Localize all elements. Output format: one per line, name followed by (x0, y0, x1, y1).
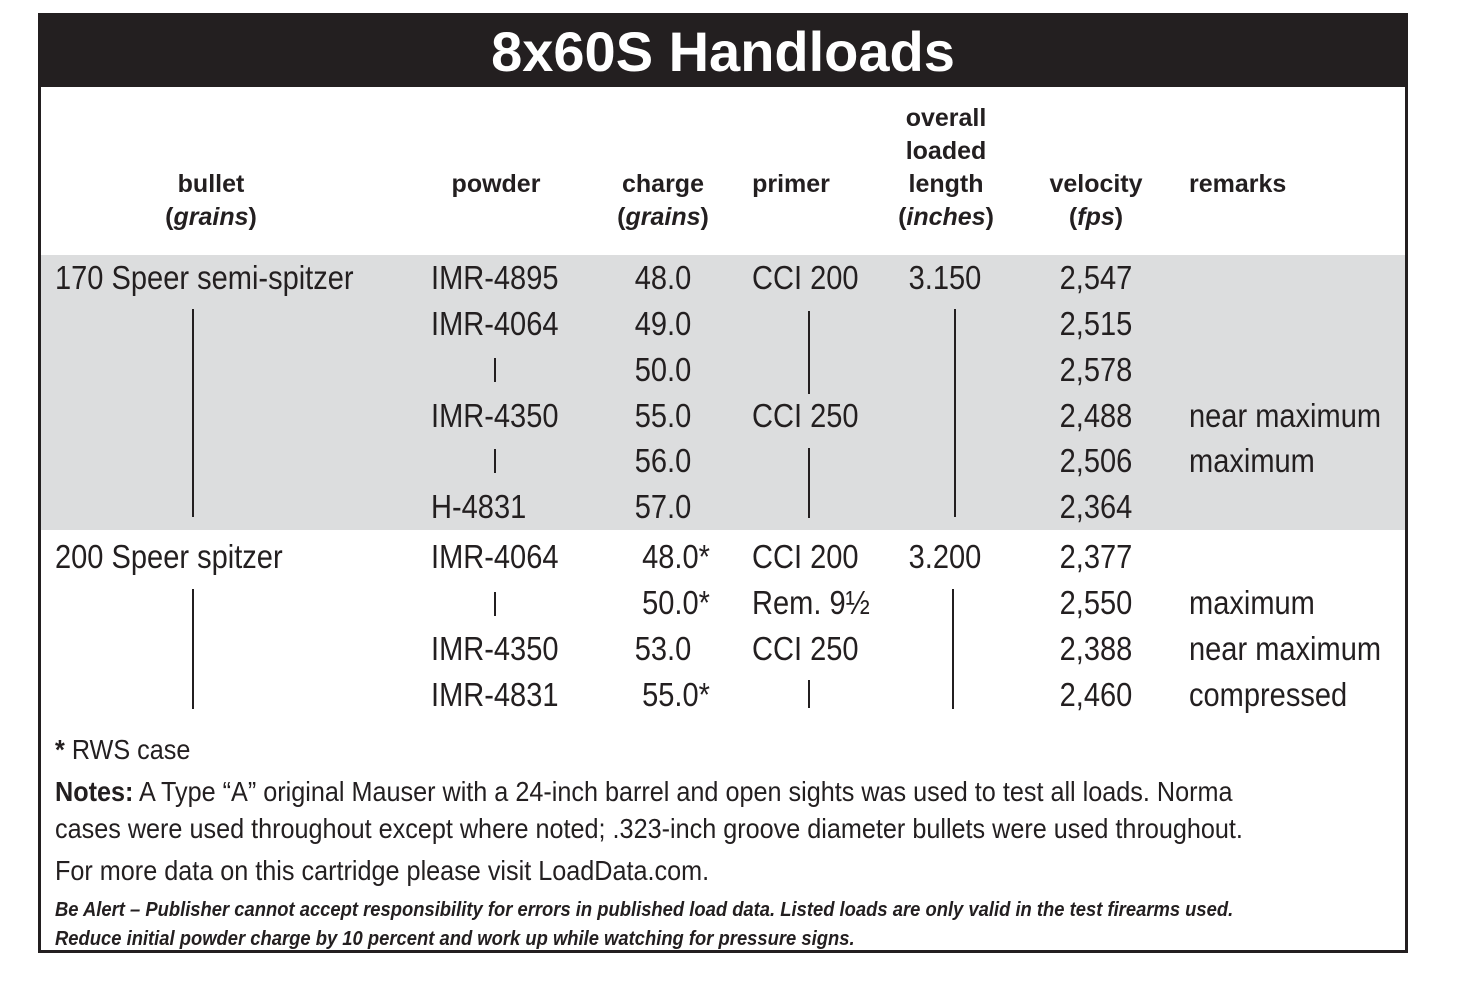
remarks-cell: maximum (1189, 442, 1315, 479)
header-velocity: velocity (fps) (1049, 170, 1143, 231)
velocity-cell: 2,578 (1059, 351, 1133, 388)
primer-cell: CCI 250 (752, 397, 859, 434)
powder-cell: IMR-4895 (431, 259, 559, 296)
header-primer-label: primer (752, 170, 830, 198)
header-remarks-label: remarks (1189, 170, 1287, 198)
header-charge: charge (grains) (617, 170, 709, 231)
load-data-table (38, 13, 1408, 953)
charge-cell: 55.0 (634, 397, 692, 434)
footnote (55, 732, 190, 768)
powder-cell: IMR-4350 (431, 397, 559, 434)
notes-line-1 (55, 774, 1233, 810)
header-remarks (1189, 168, 1286, 201)
header-oal-line1: overall (905, 104, 987, 132)
powder-cell: IMR-4350 (431, 630, 559, 667)
velocity-cell: 2,388 (1059, 630, 1133, 667)
velocity-cell: 2,460 (1059, 676, 1133, 713)
header-oal-line3: length (908, 170, 984, 198)
powder-cell: IMR-4831 (431, 676, 559, 713)
primer-cell: CCI 200 (752, 538, 859, 575)
header-powder (436, 168, 556, 201)
bullet-170-continuation-line (192, 309, 194, 517)
charge-cell: 55.0* (642, 676, 710, 713)
powder-ditto-mark (494, 358, 496, 382)
oal-200: 3.200 (908, 538, 982, 575)
header-oal-line2: loaded (905, 137, 987, 165)
charge-cell: 53.0 (634, 630, 692, 667)
header-charge-label: charge (622, 170, 704, 198)
charge-cell: 57.0 (634, 488, 692, 525)
oal-continuation-line (952, 589, 954, 709)
header-charge-unit: grains (625, 203, 701, 231)
header-bullet-unit: grains (173, 203, 249, 231)
charge-cell: 56.0 (634, 442, 692, 479)
charge-cell: 50.0* (642, 584, 710, 621)
bullet-200-continuation-line (192, 589, 194, 709)
velocity-cell: 2,377 (1059, 538, 1133, 575)
oal-continuation-line (954, 309, 956, 517)
primer-continuation-line (808, 311, 810, 394)
bullet-170: 170 Speer semi-spitzer (55, 259, 354, 296)
header-bullet-label: bullet (177, 170, 245, 198)
velocity-cell: 2,506 (1059, 442, 1133, 479)
powder-ditto-mark (494, 449, 496, 473)
footnote-text: RWS case (64, 734, 191, 765)
charge-cell: 49.0 (634, 305, 692, 342)
remarks-cell: near maximum (1189, 630, 1382, 667)
notes-line-2: cases were used throughout except where noted; .323-inch groove diameter bullets were used throughout. (55, 813, 1243, 844)
velocity-cell: 2,364 (1059, 488, 1133, 525)
remarks-cell: near maximum (1189, 397, 1382, 434)
notes-label: Notes: (55, 776, 134, 807)
header-powder-label: powder (451, 170, 541, 198)
bullet-200: 200 Speer spitzer (55, 538, 283, 575)
primer-ditto-mark (808, 680, 810, 708)
header-velocity-label: velocity (1049, 170, 1143, 198)
remarks-cell: maximum (1189, 584, 1315, 621)
charge-cell: 50.0 (634, 351, 692, 388)
remarks-cell: compressed (1189, 676, 1348, 713)
powder-cell: H-4831 (431, 488, 527, 525)
velocity-cell: 2,515 (1059, 305, 1133, 342)
header-velocity-unit: fps (1077, 203, 1115, 231)
footnote-asterisk: * (55, 734, 65, 765)
alert-line-2: Reduce initial powder charge by 10 percent and work up while watching for pressure signs. (55, 928, 855, 950)
primer-cell: CCI 200 (752, 259, 859, 296)
alert-line-1: Be Alert – Publisher cannot accept responsibility for errors in published load data. Listed loads are only valid in the test firearms used. (55, 899, 1234, 921)
header-oal: overall loaded length (inches) (898, 104, 994, 231)
charge-cell: 48.0 (634, 259, 692, 296)
primer-cell: Rem. 9½ (752, 584, 870, 621)
primer-continuation-line (808, 448, 810, 518)
oal-170: 3.150 (908, 259, 982, 296)
powder-cell: IMR-4064 (431, 538, 559, 575)
charge-cell: 48.0* (642, 538, 710, 575)
table-title: 8x60S Handloads (41, 16, 1405, 87)
header-bullet: bullet (grains) (165, 170, 257, 231)
primer-cell: CCI 250 (752, 630, 859, 667)
velocity-cell: 2,488 (1059, 397, 1133, 434)
velocity-cell: 2,547 (1059, 259, 1133, 296)
header-primer (731, 168, 851, 201)
velocity-cell: 2,550 (1059, 584, 1133, 621)
header-oal-unit: inches (906, 203, 986, 231)
notes-text-1: A Type “A” original Mauser with a 24-inch barrel and open sights was used to test all loads. Norma (133, 776, 1233, 807)
powder-cell: IMR-4064 (431, 305, 559, 342)
notes-line-3: For more data on this cartridge please visit LoadData.com. (55, 855, 710, 886)
powder-ditto-mark (494, 592, 496, 616)
